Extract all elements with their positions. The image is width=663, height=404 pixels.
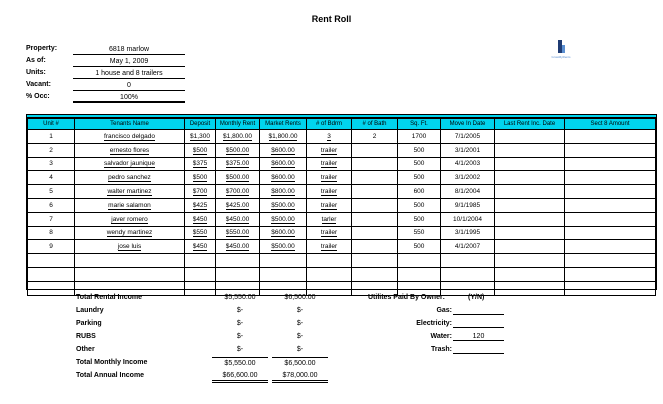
cell-market-rent [260, 130, 307, 144]
table-row [28, 171, 656, 185]
cell-last-rent-inc [495, 212, 565, 226]
cell-bath [352, 143, 398, 157]
cell-deposit [185, 157, 216, 171]
cell-text: $700 [192, 188, 208, 196]
cell-text: $600.00 [271, 174, 295, 182]
cell-text: $425.00 [225, 201, 250, 209]
cell-text: trailer [320, 243, 338, 251]
cell-text: $450 [192, 243, 208, 251]
cell-text: $375 [192, 160, 208, 168]
cell-tenant [75, 198, 185, 212]
cell-text: ernesto flores [109, 146, 150, 154]
cell-market-rent [260, 171, 307, 185]
total-annual-income-label: Total Annual Income [76, 372, 145, 379]
cell-deposit [185, 143, 216, 157]
cell-monthly-rent [216, 226, 260, 240]
cell-text: wendy martinez [106, 229, 153, 237]
cell-move-in [441, 281, 495, 295]
parking-label: Parking [76, 320, 102, 327]
water-value: 120 [453, 332, 504, 341]
cell-last-rent-inc [495, 254, 565, 268]
laundry-monthly: $- [236, 307, 244, 314]
cell-move-in: 4/1/2007 [441, 240, 495, 254]
cell-text: javer romero [111, 215, 148, 223]
cell-last-rent-inc [495, 267, 565, 281]
other-monthly: $- [236, 346, 244, 353]
cell-sqft: 500 [398, 212, 441, 226]
cell-bdrm [307, 281, 352, 295]
cell-sqft: 500 [398, 157, 441, 171]
page-title: Rent Roll [311, 14, 352, 24]
cell-unit: 2 [28, 143, 75, 157]
rubs-market: $- [296, 333, 304, 340]
cell-text: trailer [320, 188, 338, 196]
total-annual-income-market: $78,000.00 [272, 372, 328, 383]
total-rental-income-monthly: $5,550.00 [224, 294, 256, 301]
property-value: 6818 marlow [73, 45, 185, 55]
cell-text: $450.00 [225, 243, 250, 251]
cell-unit: 7 [28, 212, 75, 226]
cell-last-rent-inc [495, 143, 565, 157]
cell-bath [352, 226, 398, 240]
cell-deposit [185, 130, 216, 144]
cell-deposit [185, 212, 216, 226]
table-row [28, 240, 656, 254]
cell-sect8 [565, 212, 656, 226]
cell-market-rent [260, 254, 307, 268]
cell-bdrm [307, 185, 352, 199]
cell-text: $600.00 [271, 160, 295, 168]
cell-unit: 8 [28, 226, 75, 240]
cell-text: $1,800.00 [223, 132, 252, 140]
total-annual-income-monthly: $66,600.00 [212, 372, 268, 383]
total-rental-income-label: Total Rental Income [76, 294, 142, 301]
header-move-in: Move In Date [441, 119, 495, 130]
parking-market: $- [296, 320, 304, 327]
cell-sect8 [565, 185, 656, 199]
units-value: 1 house and 8 trailers [73, 69, 185, 79]
cell-text: $500.00 [271, 201, 295, 209]
cell-deposit [185, 254, 216, 268]
water-label: Water: [430, 333, 452, 340]
cell-market-rent [260, 267, 307, 281]
header-bath: # of Bath [352, 119, 398, 130]
cell-deposit [185, 240, 216, 254]
electricity-label: Electricity: [416, 320, 452, 327]
cell-unit: 5 [28, 185, 75, 199]
cell-move-in: 3/1/2002 [441, 171, 495, 185]
cell-monthly-rent [216, 198, 260, 212]
cell-sect8 [565, 267, 656, 281]
logo-caption: GrowMyRents [551, 55, 571, 59]
cell-bath [352, 281, 398, 295]
cell-tenant [75, 143, 185, 157]
cell-unit [28, 254, 75, 268]
cell-sect8 [565, 143, 656, 157]
cell-tenant [75, 212, 185, 226]
header-monthly-rent: Monthly Rent [216, 119, 260, 130]
occupancy-value: 100% [73, 93, 185, 103]
cell-monthly-rent [216, 281, 260, 295]
parking-monthly: $- [236, 320, 244, 327]
cell-bdrm [307, 267, 352, 281]
header-sect8: Sect 8 Amount [565, 119, 656, 130]
cell-bdrm [307, 171, 352, 185]
cell-unit [28, 281, 75, 295]
cell-text: $550 [192, 229, 208, 237]
cell-market-rent [260, 185, 307, 199]
cell-bath [352, 212, 398, 226]
cell-last-rent-inc [495, 185, 565, 199]
cell-sect8 [565, 240, 656, 254]
header-bdrm: # of Bdrm [307, 119, 352, 130]
cell-monthly-rent [216, 212, 260, 226]
other-market: $- [296, 346, 304, 353]
occupancy-label: % Occ: [26, 93, 50, 100]
cell-unit: 4 [28, 171, 75, 185]
table-row [28, 267, 656, 281]
cell-last-rent-inc [495, 130, 565, 144]
cell-text: trailer [320, 201, 338, 209]
rubs-monthly: $- [236, 333, 244, 340]
cell-unit: 1 [28, 130, 75, 144]
header-unit: Unit # [28, 119, 75, 130]
cell-text: $500 [192, 146, 208, 154]
cell-last-rent-inc [495, 281, 565, 295]
table-row [28, 185, 656, 199]
cell-monthly-rent [216, 185, 260, 199]
cell-market-rent [260, 240, 307, 254]
cell-unit [28, 267, 75, 281]
utilities-title: Utilites Paid By Owner: [368, 294, 446, 301]
table-row [28, 254, 656, 268]
cell-last-rent-inc [495, 157, 565, 171]
cell-move-in: 4/1/2003 [441, 157, 495, 171]
cell-sqft: 1700 [398, 130, 441, 144]
cell-last-rent-inc [495, 240, 565, 254]
cell-text: pedro sanchez [108, 174, 151, 182]
cell-move-in: 10/1/2004 [441, 212, 495, 226]
trash-label: Trash: [430, 346, 452, 353]
total-monthly-income-label: Total Monthly Income [76, 359, 148, 366]
cell-tenant [75, 185, 185, 199]
cell-text: $500.00 [225, 174, 250, 182]
cell-unit: 6 [28, 198, 75, 212]
cell-market-rent [260, 281, 307, 295]
cell-text: $500.00 [271, 215, 295, 223]
cell-sqft [398, 267, 441, 281]
cell-monthly-rent [216, 254, 260, 268]
cell-bath: 2 [352, 130, 398, 144]
cell-bdrm [307, 212, 352, 226]
cell-text: jose luis [117, 243, 142, 251]
cell-monthly-rent [216, 171, 260, 185]
cell-move-in: 9/1/1985 [441, 198, 495, 212]
cell-text: $450.00 [225, 215, 250, 223]
cell-text: $375.00 [225, 160, 250, 168]
cell-sect8 [565, 157, 656, 171]
cell-text: $600.00 [271, 229, 295, 237]
cell-deposit [185, 267, 216, 281]
cell-text: $500.00 [225, 146, 250, 154]
table-header-row [28, 119, 656, 130]
cell-text: trailer [320, 160, 338, 168]
rent-roll-table [26, 114, 657, 290]
cell-bath [352, 240, 398, 254]
rubs-label: RUBS [76, 333, 96, 340]
cell-text: trailer [320, 174, 338, 182]
cell-bath [352, 185, 398, 199]
header-market-rents: Market Rents [260, 119, 307, 130]
cell-tenant [75, 157, 185, 171]
cell-move-in: 3/1/1995 [441, 226, 495, 240]
cell-tenant [75, 240, 185, 254]
cell-sqft: 500 [398, 143, 441, 157]
cell-bdrm [307, 254, 352, 268]
laundry-label: Laundry [76, 307, 104, 314]
cell-deposit [185, 226, 216, 240]
cell-market-rent [260, 157, 307, 171]
cell-tenant [75, 281, 185, 295]
total-rental-income-market: $6,500.00 [284, 294, 316, 301]
cell-sect8 [565, 130, 656, 144]
cell-bath [352, 254, 398, 268]
cell-market-rent [260, 226, 307, 240]
cell-move-in: 3/1/2001 [441, 143, 495, 157]
cell-text: salvador jaunique [104, 160, 155, 168]
cell-tenant [75, 130, 185, 144]
table-row [28, 157, 656, 171]
cell-bdrm [307, 157, 352, 171]
other-label: Other [76, 346, 95, 353]
cell-deposit [185, 198, 216, 212]
cell-text: walter martinez [107, 188, 152, 196]
cell-text: $800.00 [271, 188, 295, 196]
table-row [28, 212, 656, 226]
cell-market-rent [260, 212, 307, 226]
cell-text: $500 [192, 174, 208, 182]
cell-deposit [185, 171, 216, 185]
laundry-market: $- [296, 307, 304, 314]
cell-last-rent-inc [495, 198, 565, 212]
cell-move-in [441, 254, 495, 268]
as-of-label: As of: [26, 57, 46, 64]
cell-deposit [185, 185, 216, 199]
cell-last-rent-inc [495, 226, 565, 240]
cell-monthly-rent [216, 240, 260, 254]
cell-bdrm [307, 198, 352, 212]
cell-unit: 3 [28, 157, 75, 171]
table-row [28, 143, 656, 157]
cell-text: $600.00 [271, 146, 295, 154]
header-tenant: Tenants Name [75, 119, 185, 130]
cell-text: tarler [321, 215, 337, 223]
table-row [28, 226, 656, 240]
cell-text: $550.00 [225, 229, 250, 237]
cell-sect8 [565, 198, 656, 212]
cell-text: $500.00 [271, 243, 295, 251]
table-row [28, 281, 656, 295]
logo-icon [558, 40, 565, 53]
cell-bath [352, 157, 398, 171]
cell-last-rent-inc [495, 171, 565, 185]
cell-market-rent [260, 198, 307, 212]
cell-sqft: 600 [398, 185, 441, 199]
header-deposit: Deposit [185, 119, 216, 130]
cell-sect8 [565, 171, 656, 185]
cell-move-in: 7/1/2005 [441, 130, 495, 144]
cell-text: trailer [320, 146, 338, 154]
cell-bdrm [307, 240, 352, 254]
vacant-label: Vacant: [26, 81, 51, 88]
cell-monthly-rent [216, 267, 260, 281]
total-monthly-income-market: $6,500.00 [272, 357, 328, 367]
cell-tenant [75, 226, 185, 240]
cell-bdrm [307, 226, 352, 240]
cell-sqft: 500 [398, 198, 441, 212]
cell-sqft [398, 254, 441, 268]
cell-move-in: 8/1/2004 [441, 185, 495, 199]
header-sqft: Sq. Ft. [398, 119, 441, 130]
cell-move-in [441, 267, 495, 281]
cell-market-rent [260, 143, 307, 157]
cell-bath [352, 267, 398, 281]
electricity-value [453, 319, 504, 328]
gas-value [453, 306, 504, 315]
cell-text: 3 [327, 132, 331, 140]
total-monthly-income-monthly: $5,550.00 [212, 357, 268, 367]
company-logo [544, 40, 578, 62]
gas-label: Gas: [436, 307, 452, 314]
utilities-yn-header: (Y/N) [468, 294, 485, 301]
cell-sect8 [565, 254, 656, 268]
cell-tenant [75, 254, 185, 268]
cell-bath [352, 171, 398, 185]
cell-text: francisco delgado [104, 132, 155, 140]
cell-sqft: 500 [398, 171, 441, 185]
cell-monthly-rent [216, 143, 260, 157]
cell-sect8 [565, 281, 656, 295]
cell-text: $1,300 [190, 132, 210, 140]
table-row [28, 198, 656, 212]
cell-bdrm [307, 130, 352, 144]
units-label: Units: [26, 69, 46, 76]
property-label: Property: [26, 45, 58, 52]
cell-text: $700.00 [225, 188, 250, 196]
cell-unit: 9 [28, 240, 75, 254]
cell-text: $1,800.00 [268, 132, 298, 140]
cell-tenant [75, 267, 185, 281]
cell-text: $450 [192, 215, 208, 223]
table-row [28, 130, 656, 144]
cell-monthly-rent [216, 130, 260, 144]
cell-bdrm [307, 143, 352, 157]
cell-text: trailer [320, 229, 338, 237]
cell-bath [352, 198, 398, 212]
cell-sqft: 500 [398, 240, 441, 254]
as-of-value: May 1, 2009 [73, 57, 185, 67]
vacant-value: 0 [73, 81, 185, 91]
cell-sqft: 550 [398, 226, 441, 240]
trash-value [453, 345, 504, 354]
cell-text: $425 [192, 201, 208, 209]
cell-monthly-rent [216, 157, 260, 171]
cell-text: marie salamon [108, 201, 151, 209]
cell-sect8 [565, 226, 656, 240]
cell-tenant [75, 171, 185, 185]
cell-sqft [398, 281, 441, 295]
cell-deposit [185, 281, 216, 295]
header-last-rent-inc: Last Rent Inc. Date [495, 119, 565, 130]
